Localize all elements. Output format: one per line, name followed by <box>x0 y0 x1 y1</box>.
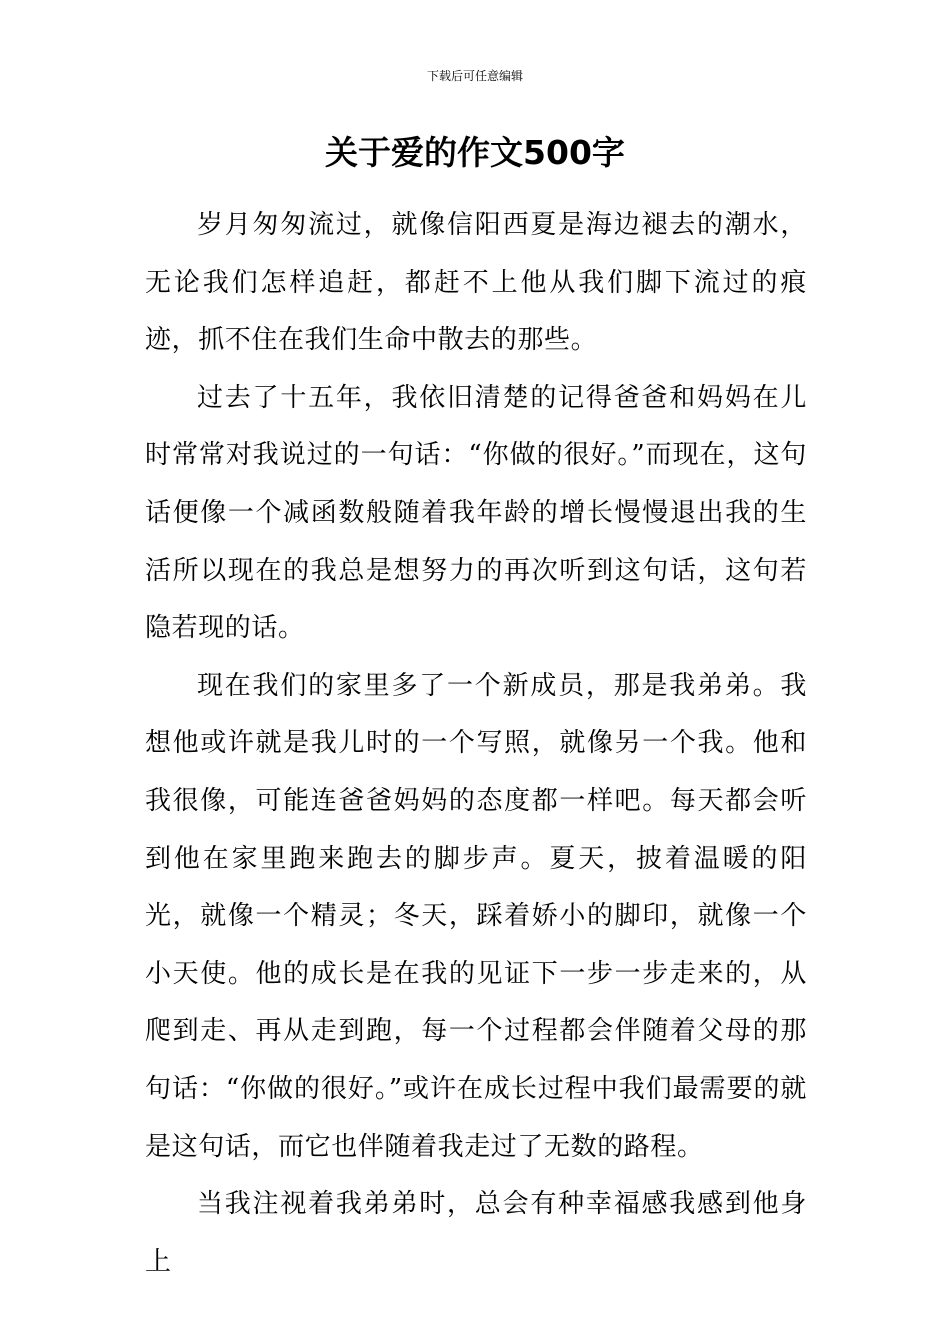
paragraph-1: 岁月匆匆流过，就像信阳西夏是海边褪去的潮水，无论我们怎样追赶，都赶不上他从我们脚下流过的痕迹，抓不住在我们生命中散去的那些。 <box>145 210 807 356</box>
paragraph-3: 现在我们的家里多了一个新成员，那是我弟弟。我想他或许就是我儿时的一个写照，就像另一个我。他和我很像，可能连爸爸妈妈的态度都一样吧。每天都会听到他在家里跑来跑去的脚步声。夏天，披着温暖的阳光，就像一个精灵；冬天，踩着娇小的脚印，就像一个小天使。他的成长是在我的见证下一步一步走来的，从爬到走、再从走到跑，每一个过程都会伴随着父母的那句话：“你做的很好。”或许在成长过程中我们最需要的就是这句话，而它也伴随着我走过了无数的路程。 <box>145 670 807 1162</box>
header-note: 下载后可任意编辑 <box>426 69 523 83</box>
paragraph-2: 过去了十五年，我依旧清楚的记得爸爸和妈妈在儿时常常对我说过的一句话：“你做的很好。”而现在，这句话便像一个减函数般随着我年龄的增长慢慢退出我的生活所以现在的我总是想努力的再次听到这句话，这句若隐若现的话。 <box>145 382 807 644</box>
paragraph-4: 当我注视着我弟弟时，总会有种幸福感我感到他身上 <box>145 1189 807 1277</box>
document-title: 关于爱的作文500字 <box>325 133 625 172</box>
document-body <box>145 197 807 1291</box>
